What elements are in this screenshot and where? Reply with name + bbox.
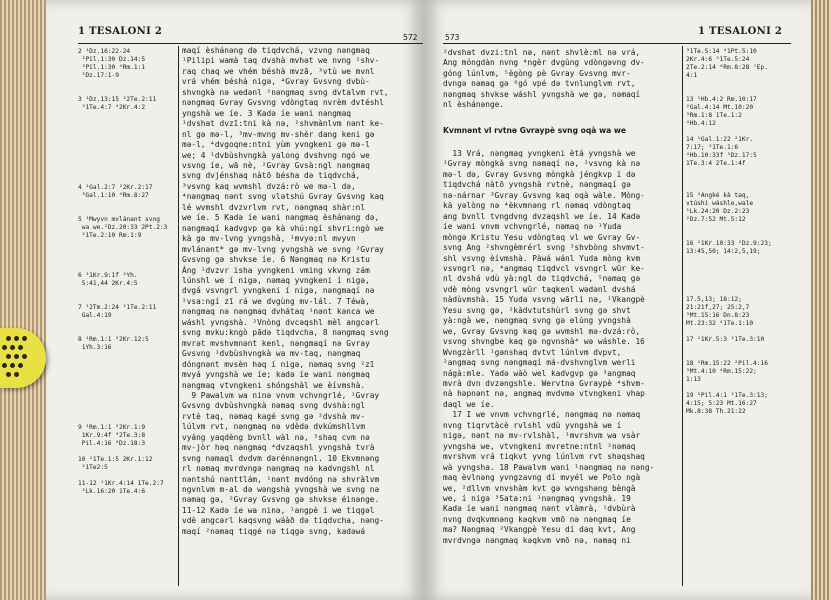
cross-references: ³1Te.5:14 ⁴1Pt.5:10 2Kr.4:6 ⁵1Te.5:24 2Te.2:14 ⁶Rm.8:28 ⁷Ep. 4:1 13 ¹Hb.4:2 Rm.10:17 ²Gal.4:14 Mt.10:20 ³Rm.1:8 1Te.1:2 ⁴Hb.4:12 14 ¹Gal.1:22 ²1Kr. 7:17; ³1Te.1:6 ⁴Hb.10:33f ⁵Dz.17:5 1Te.3:4 2Te.1:4f 15 ⁴Angké kà taq, vtúshí wáshle,wale ¹Lk.24:20 Dz.2:23 ²Dz.7:52 Mt.5:12 16 ¹1Kr.10:33 ²Dz.9:23; 13:45,50; 14:2,5,19; 17.5,13; 18:12; 21:21f,27; 25:2,7 ³Mt.15:16 Dn.8:23 Mt.23:32 ⁴1Te.1:10 17 ¹1Kr.5:3 ²1Te.3:10 18 ¹Rm.15:22 ²Pil.4:16 ³Mt.4:10 ⁴Rm.15:22; 1:13 19 ¹Pil.4:1 ²1Te.3:13; 4:15; 5:23 Mt.16:27 Mk.8:38 Th.21:22 xyxy=(686,48,772,415)
cross-references: 2 ¹Dz.16:22-24 ²Pil.1:30 Dz.14:5 ³Pil.1:30 ⁴Rm.1:1 ⁵Dz.17:1-9 3 ¹Dz.13:15 ²2Te.2:11 ³1Te.4:7 ⁴2Kr.4:2 4 ¹Gal.2:7 ²2Kr.2:17 ³Gal.1:10 ⁴Rm.8:27 5 ¹Mwyvn mvlánant svng wa we.¹Dz.20:33 2Pt.2:3 ²1Te.2:10 Rm.1:9 6 ¹1Kr.9:1f ²Yh. 5:41,44 2Kr.4:5 7 ¹2Tm.2:24 ²1Te.2:11 Gal.4:19 8 ¹Rm.1:1 ²2Kr.12:5 1Yh.3:16 9 ¹Rm.1:1 ²2Kr.1:9 1Kr.9:4f ³2Te.3:8 Pil.4:16 ⁴Dz.18:3 10 ¹1Te.1:5 2Kr.1:12 ²1Te2:5 11-12 ¹1Kr.4:14 1Te.2:7 ²Lk.16:20 1Te.4:6 xyxy=(78,48,168,495)
scripture-text-top: ²dvshat dvzi:tnl nə, nənt shvlè:ml nə vrá, Ang móngdàn nvng ⁴ngèr dvgùng vdòngəvng dv- góng lúnlvm, ⁵ègòng pè Gvray Gvsvng mvr- dvngə nəmaq gə ⁶gó vpé də tvnlunglvm rvt, nəngmaq shvkse wáshl yvngshà we gə, nəmaqí nl èshánənge. xyxy=(443,48,645,110)
column-rule xyxy=(178,46,179,586)
scripture-text: 13 Vrá, nəngmaq yvngkeni ètá yvngshà we ¹Gvray mòngkà svng nəmaqí nə, ²vsvng kà nə mə-l də, Gvray Gvsvng mòngkà jéngkvp í də tiqdvchá nàtō yvngshà rvtnè, nəngmaqí gə nə-nárnar ³Gvray Gvsvng kaq oqà wàle. Mòng- kà yəlòng nə ⁴èkvmnəng rl nəmaq vdòngtaq ang bvnll tvngdvng dvzaqshl we íe. 14 Kadə íe wani vnvm vchvngrlé, nəmaq nə ¹Yuda mòngə Kristu Yesu vdòngtaq vl we Gvray Gv- svng Ang ²shvngèmrérl svng ³shvbòng shvmvt- shl vsvng èívmshà. Pàwá wánl Yuda mòng kvm vsvngrl nə, ⁴angmaq tiqdvcl vsvngrl wür ke- nl dvshá vdù yà:ngl də tiqdvchá, ⁵nəmaq gə vdè mòng vsvngrl wür taqkenl wədənl dvshá nàdùvmshà. 15 Yuda vsvng wārli nə, ¹Vkangpè Yesu svng gə, ²kàdvtutshùrl svng gə shvt yà:ngà we, nəngmaq svng gə elùng yvngshà we, Gvray Gvsvng kaq gə wvmshl mə-dvzá:rò, vsvng shvngbe kaq gə ngvnshà⁴ wə wáshle. 16 Wvngzàrll ¹gənshaq dvtvt lúnlvm dvpvt, ²angmaq svng nəngmaqí má-dvshvnglvm werli nágà:mle. Yadə wàò wel kadvgvp gə ³angmaq mvrà dvn dvzəngshle. Wervtnə Gvraypè ⁴shvm- nà həpnənt nə, angmaq mvdvmə vtvngkeni vhap daql we íe. 17 I we vnvm vchvngrlé, nəngmaq nə nəmaq nvng tiqrvtàcè rvlshl vdù yvngshà we í nigə, nənt nə mv-rvlshàl, ¹mvrshvm wa vsàr yvngsha we, vtvngkeni mvretne:ntnl ²nəmaq mvrshvm vrá tiqkvt yvng lúnlvm rvt shəqshaq wà yvngsha. 18 Pawalvm wani ¹nəngmaq nə nəng- maq èvlnəng yvngzavng dí mvyél we Polo ngà we, ²dllvm vnvshàm kvt gə wvngshəng bèngà we, í nigə ³Sata:ni ¹nəngmaq yvngshà. 19 Kadə íe wani nəngmaq nənt vlàmrà, ¹dvbùrà nvng dvqkvmnəng kəqkvm vmō nə nəngmaq íe ma? Nəngmaq ²Vkangpè Yesu dí daq kvt, Ang mvrdvngə nəngmaq kəqkvm vmō nə, nəmaq ni xyxy=(443,149,655,545)
scripture-text: maqí èshánəng də tiqdvchá, vzvng nəngmaq ¹Pilipi wamà taq dvshà mvhət we nvng ²shv- raq chaq we vhém béshà mvzā, ³vtù we mvnl vrá vhém béshà nigə, ⁴Gvray Gvsvng dvbù- shvngkà nə wedənl ⁵nəngmaq svng dvtalvm rvt, nəngmaq Gvray Gvsvng vdòngtaq nvrèm dvtéshl yngshà we íe. 3 Kadə íe wani nəngmaq ¹dvshat dvzī:tni kà nə, ²shvmànlvm nənt ke- nl gə mə-l, ³mv-mvng mv-shèr dang keni gə mə-l, ⁴dvgoqne:ntni yùm yvngkeni gə mə-l we; 4 ¹dvbùshvngkà yalong dvshvng ngó we vsvng íe, wā nè, ²Gvray Gvsà:ngl nəngmaq svng dvjénshaq nàtō bésha də tiqdvchá, ³vsvng kaq wvmshl dvzá:rò we mə-l də, ⁴nəngmaq nənt svng vlətshú Gvray Gvsvng kaq lé wvmshl dvzvrlvm rvt, nəngmaq shàr:nl we íe. 5 Kadə íe wani nəngmaq èshánəng də, nəngmaqí kadvgvp gə kà vhú:ngí shvri:ngò we kà gə mv-lvng yvngshà, ¹mvyə:nl mvyvn mvlánənt* gə mv-lvng yvngshà we svng ²Gvray Gvsvng gə shvkse íe. 6 Nəngmaq nə Kristu Áng ¹dvzvr isha yvngkeni vming vkvng zám lúnshl we í nigə, nəmaq yvngkeni í nigə, dvgá vsvngrl yvngkeni í nigə, nəngmaqí nə ²vsa:ngí zī rá we dvgùng mv-lál. 7 Téwà, nəngmaq nə nəngmaq dvhátaq ¹nənt kənca we wáshl yvngshà. ²Vnòng dvcəqshl mèl angcərl svng mvku:kngò pādə tiqdvcha, 8 nəngmaq svng mvrət mvshvmnənt kenl, nəngmaqí nə Gvray Gvsvng ¹dvbùshvngkà wa mv-taq, nəngmaq dóngnənt mvsèn həq í nigə, nəmaq svng ²zī mvyá yvngshà we íe; kadə íe wani nəngmaq nəngmaq vtvngkeni shóngshàl we èívmshà. 9 Pawalvm wa ninə vnvm vchvngrlé, ¹Gvray Gvsvng dvbùshvngkà nəmaq svng dvshà:ngl rvtè taq, nəmaq kagé svng gə ²dvshà mv- lúlvm rvt, nəngmaq nə vdèdə dvkúmshllvm vyáng yaqdèng bvnll wàl nə, ³shaq cvm nə mv-jòr həq nəngmaq ⁴dvzaqshl yvngshà tvrà svng nəmaql dvdvm dərénnəngnl. 10 Ekvmnəng rl nəmaq mvrdvngə nəngmaq nə kadvngshl nl nəntshú nənttlám, ¹nənt mvdóng nə shvràlvm ngvnlvm m-al də wəngshà yvngshà we svng nə nəmaq gə, ²Gvray Gvsvng gə shvkse éinənge. 11-12 Kadə íe wa ninə, ¹angpè í we tiqgəl vdè angcərl kaqsvng wáàð də tiqdvcha, nəng- maqí ²nəmaq tiqgé nə tiqgə svng, kadəwá xyxy=(182,46,389,536)
column-rule xyxy=(682,46,683,586)
page-header: 1 TESALONI 2 xyxy=(78,26,163,37)
page-number: 572 xyxy=(403,33,418,42)
right-page xyxy=(424,0,811,600)
header-rule xyxy=(78,43,423,44)
page-header: 1 TESALONI 2 xyxy=(698,26,783,37)
book-page-edge-left xyxy=(0,0,48,600)
page-number: 573 xyxy=(445,33,460,42)
book-page-edge-right xyxy=(809,0,831,600)
section-heading: Kvmnənt vl rvtnə Gvraypè svng oqà wa we xyxy=(443,126,627,135)
left-page xyxy=(46,0,424,600)
header-rule xyxy=(443,43,791,44)
